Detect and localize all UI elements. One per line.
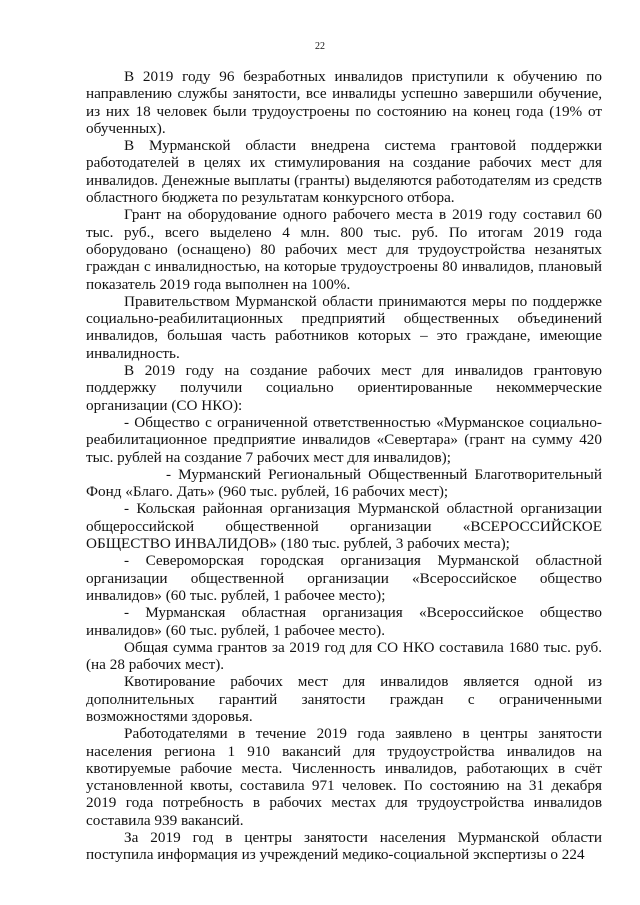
paragraph-government-measures: Правительством Мурманской области принимаются меры по поддержке социально-реабилитационных предприятий общественных объединений инвалидов, большая часть работников которых – это граждане, имеющие инвалидность. [86,292,602,362]
document-body [86,68,602,864]
paragraph-grant-system: В Мурманской области внедрена система грантовой поддержки работодателей в целях их стимулирования на создание рабочих мест для инвалидов. Денежные выплаты (гранты) выделяются работодателям из средств областного бюджета по результатам конкурсного отбора. [86,137,602,207]
page-number: 22 [315,41,325,52]
paragraph-mse-info: За 2019 год в центры занятости населения Мурманской области поступила информация из учреждений медико-социальной экспертизы о 224 [86,829,602,864]
paragraph-nko-support: В 2019 году на создание рабочих мест для инвалидов грантовую поддержку получили социально ориентированные некоммерческие организации (СО НКО): [86,362,602,414]
paragraph-grant-amount: Грант на оборудование одного рабочего места в 2019 году составил 60 тыс. руб., всего выделено 4 млн. 800 тыс. руб. По итогам 2019 года оборудовано (оснащено) 80 рабочих мест для трудоустройства незанятых граждан с инвалидностью, на которые трудоустроены 80 инвалидов, плановый показатель 2019 года выполнен на 100%. [86,206,602,293]
list-item-severtara: - Общество с ограниченной ответственностью «Мурманское социально-реабилитационное предприятие инвалидов «Севертара» (грант на сумму 420 тыс. рублей на создание 7 рабочих мест для инвалидов); [86,413,602,466]
list-item-blago-dat: - Мурманский Региональный Общественный Благотворительный Фонд «Благо. Дать» (960 тыс. рублей, 16 рабочих мест); [86,465,602,501]
list-item-severomorsk: - Североморская городская организация Мурманской областной организации общественной организации «Всероссийское общество инвалидов» (60 тыс. рублей, 1 рабочее место); [86,552,602,604]
list-item-murmansk-voi: - Мурманская областная организация «Всероссийское общество инвалидов» (60 тыс. рублей, 1 рабочее место). [86,604,602,639]
paragraph-training: В 2019 году 96 безработных инвалидов приступили к обучению по направлению службы занятости, все инвалиды успешно завершили обучение, из них 18 человек были трудоустроены по состоянию на конец года (19% от обученных). [86,68,602,137]
list-item-kola: - Кольская районная организация Мурманской областной организации общероссийской общественной организации «ВСЕРОССИЙСКОЕ ОБЩЕСТВО ИНВАЛИДОВ» (180 тыс. рублей, 3 рабочих места); [86,500,602,553]
paragraph-quota: Квотирование рабочих мест для инвалидов является одной из дополнительных гарантий занятости граждан с ограниченными возможностями здоровья. [86,673,602,725]
paragraph-total-grants: Общая сумма грантов за 2019 год для СО НКО составила 1680 тыс. руб. (на 28 рабочих мест). [86,638,602,674]
paragraph-vacancies: Работодателями в течение 2019 года заявлено в центры занятости населения региона 1 910 вакансий для трудоустройства инвалидов на квотируемые рабочие места. Численность инвалидов, работающих в счёт установленной квоты, составила 971 человек. По состоянию на 31 декабря 2019 года потребность в рабочих местах для трудоустройства инвалидов составила 939 вакансий. [86,725,602,829]
